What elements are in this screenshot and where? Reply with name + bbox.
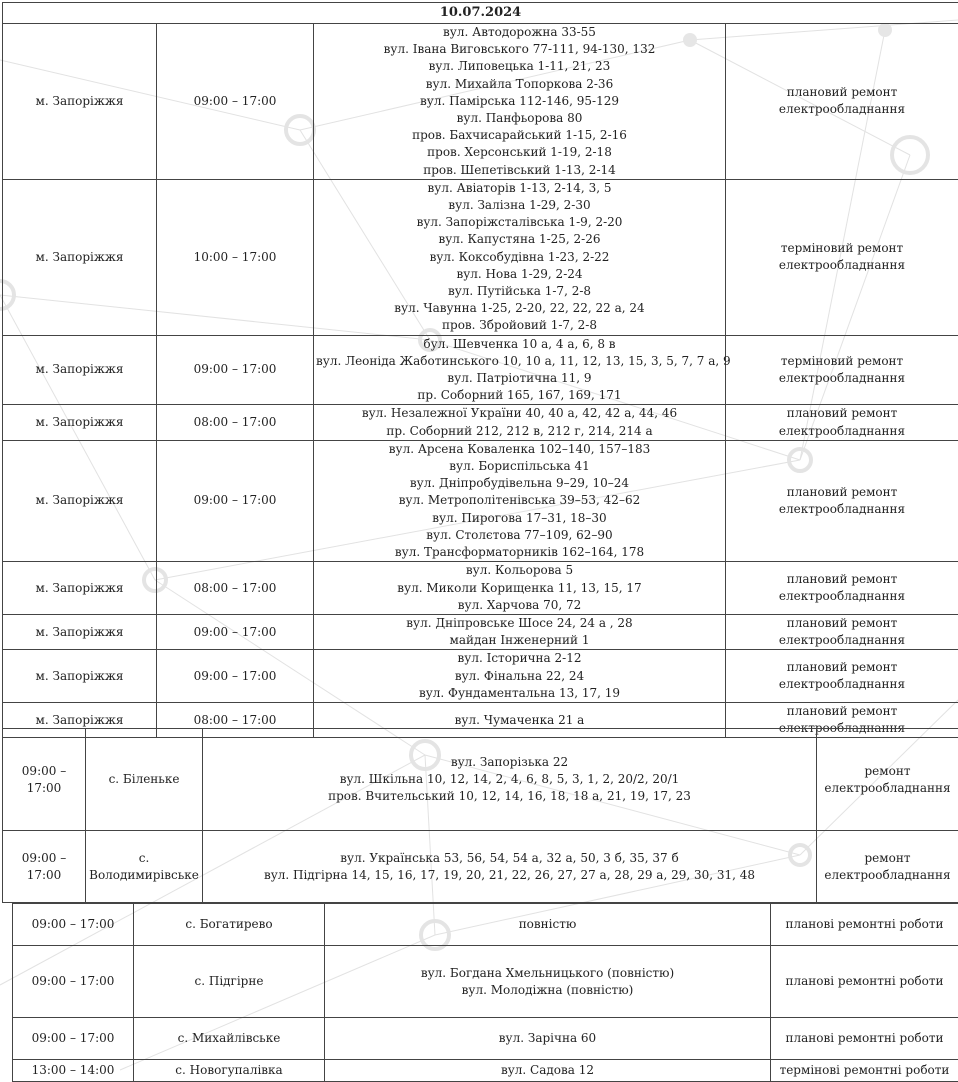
addresses-cell	[325, 1060, 771, 1082]
address-line: вул. Коксобудівна 1-23, 2-22	[316, 249, 723, 266]
reason-line: електрообладнання	[728, 370, 956, 387]
reason-line: плановий ремонт	[728, 703, 956, 720]
table-row	[13, 1018, 958, 1060]
table-row	[3, 831, 958, 903]
reason-line: електрообладнання	[819, 780, 956, 797]
reason-line: електрообладнання	[728, 257, 956, 274]
address-line: вул. Панфьорова 80	[316, 110, 723, 127]
outage-table-villages-1	[2, 728, 958, 903]
address-line: пров. Збройовий 1-7, 2-8	[316, 317, 723, 334]
address-line: вул. Чавунна 1-25, 2-20, 22, 22, 22 а, 24	[316, 300, 723, 317]
reason-cell	[726, 405, 958, 440]
address-line: вул. Підгірна 14, 15, 16, 17, 19, 20, 21, 22, 26, 27, 27 а, 28, 29 а, 29, 30, 31, 48	[205, 867, 814, 884]
address-line: вул. Нова 1-29, 2-24	[316, 266, 723, 283]
address-line: вул. Столєтова 77–109, 62–90	[316, 527, 723, 544]
address-line: вул. Патріотична 11, 9	[316, 370, 723, 387]
addresses-cell	[314, 24, 726, 180]
time-cell: 13:00 – 14:00	[13, 1060, 134, 1082]
addresses-cell	[325, 946, 771, 1018]
address-line: вул. Капустяна 1-25, 2-26	[316, 231, 723, 248]
addresses-cell	[314, 614, 726, 649]
reason-line: електрообладнання	[728, 632, 956, 649]
reason-line: ремонт	[819, 850, 956, 867]
address-line: вул. Пирогова 17–31, 18–30	[316, 510, 723, 527]
addresses-cell	[314, 179, 726, 335]
place-cell: м. Запоріжжя	[3, 562, 157, 615]
reason-cell	[817, 729, 958, 831]
address-line: вул. Запоріжсталівська 1-9, 2-20	[316, 214, 723, 231]
address-line: вул. Садова 12	[327, 1062, 768, 1079]
time-cell: 09:00 – 17:00	[13, 946, 134, 1018]
address-line: вул. Михайла Топоркова 2-36	[316, 76, 723, 93]
table-row	[13, 1060, 958, 1082]
address-line: пров. Вчительський 10, 12, 14, 16, 18, 18 а, 21, 19, 17, 23	[205, 788, 814, 805]
address-line: вул. Дніпровське Шосе 24, 24 а , 28	[316, 615, 723, 632]
addresses-cell	[325, 904, 771, 946]
address-line: вул. Фундаментальна 13, 17, 19	[316, 685, 723, 702]
address-line: вул. Путійська 1-7, 2-8	[316, 283, 723, 300]
table-row	[3, 179, 958, 335]
addresses-cell	[314, 562, 726, 615]
address-line: вул. Зарічна 60	[327, 1030, 768, 1047]
table-row	[3, 729, 958, 831]
outage-table-villages-2	[12, 903, 958, 1082]
table-row	[3, 440, 958, 561]
place-line: Володимирівське	[88, 867, 200, 884]
address-line: вул. Миколи Корищенка 11, 13, 15, 17	[316, 580, 723, 597]
address-line: вул. Липовецька 1-11, 21, 23	[316, 58, 723, 75]
reason-line: електрообладнання	[728, 501, 956, 518]
address-line: майдан Інженерний 1	[316, 632, 723, 649]
reason-line: плановий ремонт	[728, 615, 956, 632]
reason-cell	[817, 831, 958, 903]
table-row	[3, 24, 958, 180]
reason-line: електрообладнання	[728, 588, 956, 605]
time-cell: 09:00 – 17:00	[157, 614, 314, 649]
addresses-cell	[203, 831, 817, 903]
reason-line: плановий ремонт	[728, 484, 956, 501]
reason-cell: термінові ремонтні роботи	[771, 1060, 958, 1082]
address-line: пр. Соборний 165, 167, 169, 171	[316, 387, 723, 404]
outage-table-city	[2, 2, 958, 738]
reason-line: плановий ремонт	[728, 405, 956, 422]
address-line: вул. Трансформаторників 162–164, 178	[316, 544, 723, 561]
address-line: вул. Леоніда Жаботинського 10, 10 а, 11, 12, 13, 15, 3, 5, 7, 7 а, 9	[316, 353, 723, 370]
time-cell: 08:00 – 17:00	[157, 702, 314, 737]
time-cell: 08:00 – 17:00	[157, 562, 314, 615]
reason-line: електрообладнання	[728, 101, 956, 118]
addresses-cell	[203, 729, 817, 831]
place-cell: м. Запоріжжя	[3, 614, 157, 649]
table-row	[3, 335, 958, 405]
reason-cell	[726, 440, 958, 561]
address-line: вул. Івана Виговського 77-111, 94-130, 132	[316, 41, 723, 58]
table-row	[3, 614, 958, 649]
time-cell: 09:00 – 17:00	[13, 904, 134, 946]
time-cell: 09:00 – 17:00	[157, 650, 314, 703]
address-line: вул. Залізна 1-29, 2-30	[316, 197, 723, 214]
address-line: вул. Памірська 112-146, 95-129	[316, 93, 723, 110]
address-line: вул. Історична 2-12	[316, 650, 723, 667]
address-line: вул. Незалежної України 40, 40 а, 42, 42 а, 44, 46	[316, 405, 723, 422]
address-line: вул. Запорізька 22	[205, 754, 814, 771]
address-line: вул. Чумаченка 21 а	[316, 712, 723, 729]
place-cell: с. Новогупалівка	[134, 1060, 325, 1082]
place-cell: с. Підгірне	[134, 946, 325, 1018]
reason-line: плановий ремонт	[728, 571, 956, 588]
place-cell: м. Запоріжжя	[3, 650, 157, 703]
time-cell: 10:00 – 17:00	[157, 179, 314, 335]
place-cell	[86, 729, 203, 831]
reason-cell	[726, 24, 958, 180]
addresses-cell	[314, 405, 726, 440]
time-cell: 09:00 – 17:00	[157, 440, 314, 561]
place-cell: м. Запоріжжя	[3, 440, 157, 561]
reason-line: електрообладнання	[728, 720, 956, 737]
time-cell: 09:00 – 17:00	[157, 24, 314, 180]
table-row	[3, 650, 958, 703]
address-line: вул. Арсена Коваленка 102–140, 157–183	[316, 441, 723, 458]
reason-line: плановий ремонт	[728, 659, 956, 676]
table-row	[13, 904, 958, 946]
reason-line: ремонт	[819, 763, 956, 780]
address-line: вул. Харчова 70, 72	[316, 597, 723, 614]
address-line: вул. Кольорова 5	[316, 562, 723, 579]
address-line: вул. Авіаторів 1-13, 2-14, 3, 5	[316, 180, 723, 197]
reason-cell: планові ремонтні роботи	[771, 946, 958, 1018]
reason-cell: планові ремонтні роботи	[771, 1018, 958, 1060]
place-line: с. Біленьке	[88, 771, 200, 788]
time-cell: 09:00 – 17:00	[157, 335, 314, 405]
time-cell: 09:00 –17:00	[3, 729, 86, 831]
address-line: вул. Богдана Хмельницького (повністю)	[327, 965, 768, 982]
place-cell: м. Запоріжжя	[3, 702, 157, 737]
addresses-cell	[314, 440, 726, 561]
reason-line: плановий ремонт	[728, 84, 956, 101]
address-line: вул. Метрополітенівська 39–53, 42–62	[316, 492, 723, 509]
address-line: пров. Бахчисарайський 1-15, 2-16	[316, 127, 723, 144]
reason-cell: планові ремонтні роботи	[771, 904, 958, 946]
place-cell: м. Запоріжжя	[3, 405, 157, 440]
address-line: пров. Шепетівський 1-13, 2-14	[316, 162, 723, 179]
address-line: вул. Дніпробудівельна 9–29, 10–24	[316, 475, 723, 492]
place-line: с.	[88, 850, 200, 867]
address-line: повністю	[327, 916, 768, 933]
table-row	[13, 946, 958, 1018]
reason-cell	[726, 614, 958, 649]
table-row	[3, 562, 958, 615]
address-line: пров. Херсонський 1-19, 2-18	[316, 144, 723, 161]
address-line: вул. Шкільна 10, 12, 14, 2, 4, 6, 8, 5, 3, 1, 2, 20/2, 20/1	[205, 771, 814, 788]
addresses-cell	[314, 335, 726, 405]
address-line: вул. Бориспільська 41	[316, 458, 723, 475]
place-cell: с. Богатирево	[134, 904, 325, 946]
date-header: 10.07.2024	[3, 3, 958, 24]
place-cell: м. Запоріжжя	[3, 179, 157, 335]
address-line: вул. Автодорожна 33-55	[316, 24, 723, 41]
reason-cell	[726, 562, 958, 615]
time-cell: 09:00 – 17:00	[13, 1018, 134, 1060]
reason-cell	[726, 650, 958, 703]
reason-line: терміновий ремонт	[728, 353, 956, 370]
reason-line: електрообладнання	[819, 867, 956, 884]
address-line: вул. Українська 53, 56, 54, 54 а, 32 а, 50, 3 б, 35, 37 б	[205, 850, 814, 867]
addresses-cell	[325, 1018, 771, 1060]
time-cell: 08:00 – 17:00	[157, 405, 314, 440]
addresses-cell	[314, 650, 726, 703]
address-line: бул. Шевченка 10 а, 4 а, 6, 8 в	[316, 336, 723, 353]
place-cell: м. Запоріжжя	[3, 24, 157, 180]
reason-cell	[726, 179, 958, 335]
place-cell	[86, 831, 203, 903]
reason-line: електрообладнання	[728, 676, 956, 693]
reason-cell	[726, 335, 958, 405]
reason-line: терміновий ремонт	[728, 240, 956, 257]
reason-line: електрообладнання	[728, 423, 956, 440]
address-line: вул. Фінальна 22, 24	[316, 668, 723, 685]
place-cell: м. Запоріжжя	[3, 335, 157, 405]
address-line: вул. Молодіжна (повністю)	[327, 982, 768, 999]
time-cell: 09:00 –17:00	[3, 831, 86, 903]
place-cell: с. Михайлівське	[134, 1018, 325, 1060]
address-line: пр. Соборний 212, 212 в, 212 г, 214, 214 а	[316, 423, 723, 440]
table-row	[3, 405, 958, 440]
